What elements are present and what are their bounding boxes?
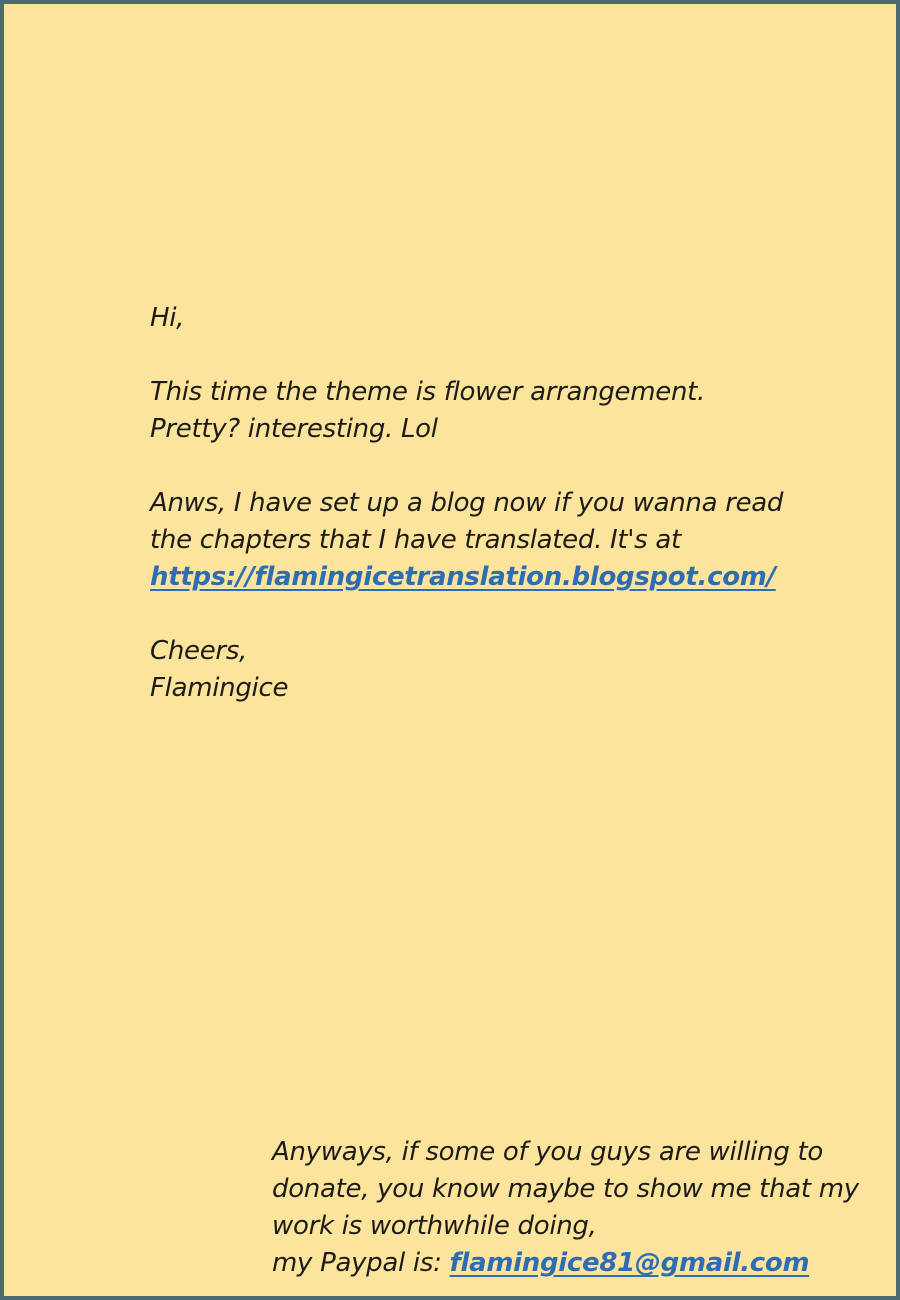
donation-line-3: work is worthwhile doing, [272, 1211, 597, 1241]
blank-line [150, 337, 783, 374]
paypal-email-link[interactable]: flamingice81@gmail.com [449, 1248, 810, 1278]
theme-line-2: Pretty? interesting. Lol [150, 414, 438, 444]
paypal-line-prefix: my Paypal is: [272, 1248, 450, 1278]
blog-line-1: Anws, I have set up a blog now if you wanna read [150, 488, 784, 518]
blog-link[interactable]: https://flamingicetranslation.blogspot.com/ [150, 562, 776, 592]
blank-line [150, 448, 783, 485]
blog-link-line [150, 559, 783, 596]
donation-line-1: Anyways, if some of you guys are willing to [272, 1137, 824, 1167]
donation-line-2: donate, you know maybe to show me that my [272, 1174, 859, 1204]
signoff-line-2: Flamingice [150, 673, 289, 703]
signoff-line-1: Cheers, [150, 636, 248, 666]
blank-line [150, 596, 783, 633]
donation-note [272, 1134, 859, 1282]
blog-line-2: the chapters that I have translated. It's at [150, 525, 681, 555]
paypal-line [272, 1245, 859, 1282]
translator-note [150, 300, 783, 707]
greeting-text: Hi, [150, 303, 185, 333]
theme-line-1: This time the theme is flower arrangement. [150, 377, 706, 407]
